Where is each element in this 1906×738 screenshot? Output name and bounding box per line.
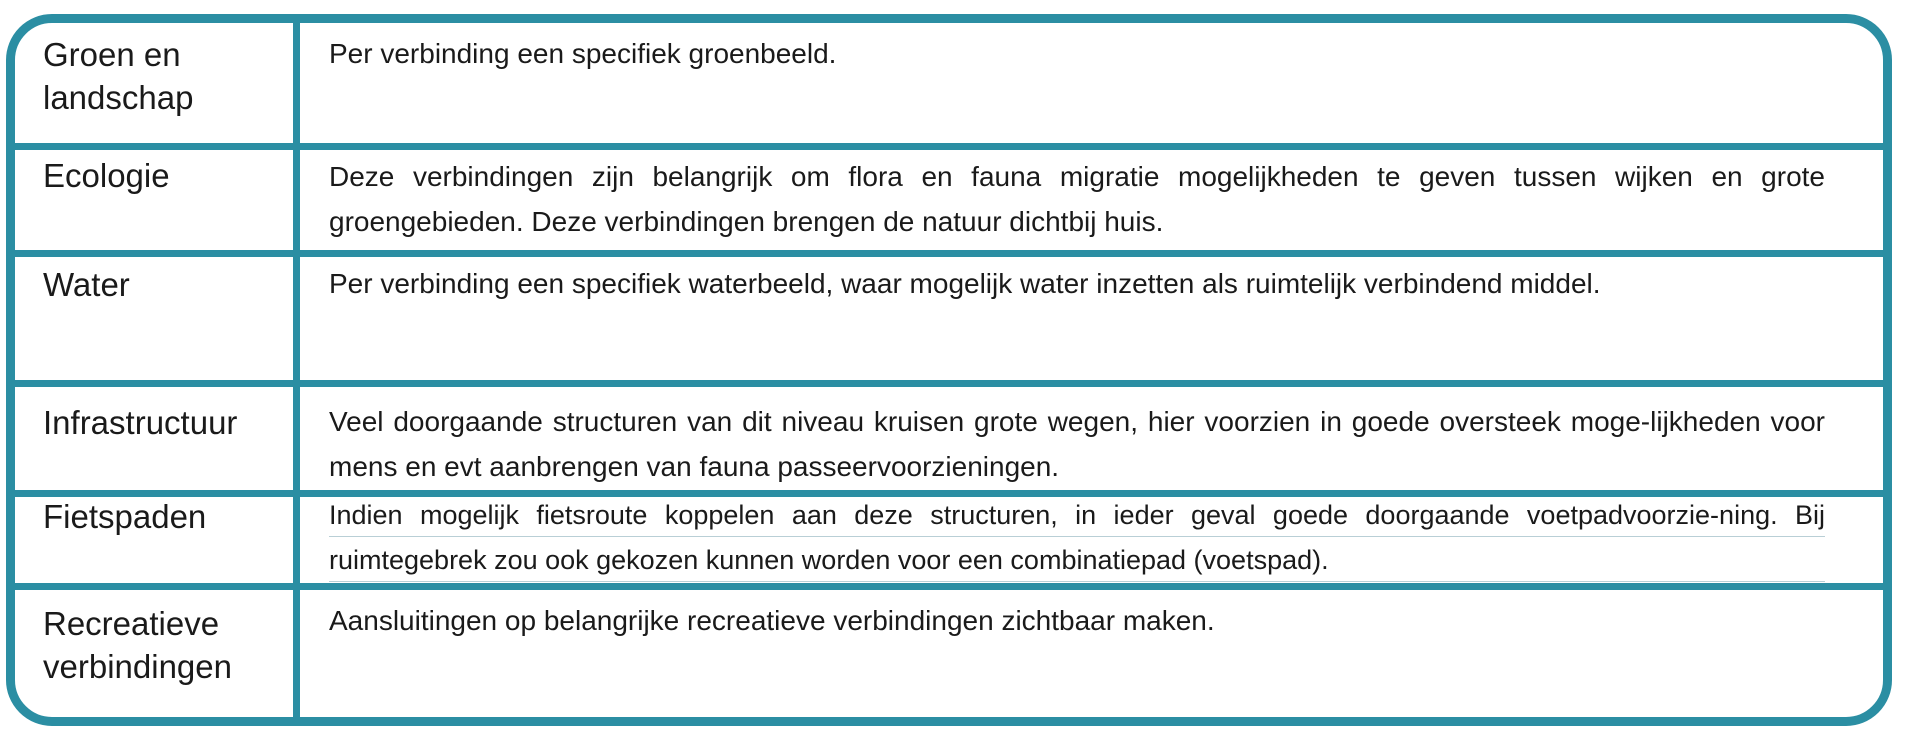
row-label: Groen en landschap: [43, 36, 194, 116]
table-row-water: [15, 257, 1883, 380]
row-description: Per verbinding een specifiek waterbeeld, waar mogelijk water inzetten als ruimtelijk verbindend middel.: [329, 268, 1601, 299]
table-row-infrastructuur: [15, 387, 1883, 490]
row-description: Aansluitingen op belangrijke recreatieve verbindingen zichtbaar maken.: [329, 605, 1215, 636]
row-divider: [15, 143, 1883, 150]
row-description: Indien mogelijk fietsroute koppelen aan deze structuren, in ieder geval goede doorgaande voetpadvoorzie-ning. Bij ruimtegebrek zou ook gekozen kunnen worden voor een combinatiepad (voetspad).: [329, 493, 1825, 583]
row-divider: [15, 250, 1883, 257]
row-description: Per verbinding een specifiek groenbeeld.: [329, 38, 837, 69]
row-label: Fietspaden: [43, 498, 207, 535]
row-divider: [15, 583, 1883, 590]
row-label: Water: [43, 266, 130, 303]
info-table: [6, 14, 1892, 726]
row-description: Veel doorgaande structuren van dit niveau kruisen grote wegen, hier voorzien in goede oversteek moge-lijkheden voor mens en evt aanbrengen van fauna passeervoorzieningen.: [329, 406, 1825, 482]
row-label: Recreatieve verbindingen: [43, 605, 232, 685]
row-label: Infrastructuur: [43, 404, 238, 441]
table-row-recreatieve-verbindingen: [15, 590, 1883, 726]
table-row-ecologie: [15, 150, 1883, 250]
row-label: Ecologie: [43, 157, 170, 194]
table-row-groen-en-landschap: [15, 23, 1883, 143]
row-description: Deze verbindingen zijn belangrijk om flora en fauna migratie mogelijkheden te geven tussen wijken en grote groengebieden. Deze verbindingen brengen de natuur dichtbij huis.: [329, 161, 1825, 237]
table-row-fietspaden: [15, 497, 1883, 583]
row-divider: [15, 380, 1883, 387]
